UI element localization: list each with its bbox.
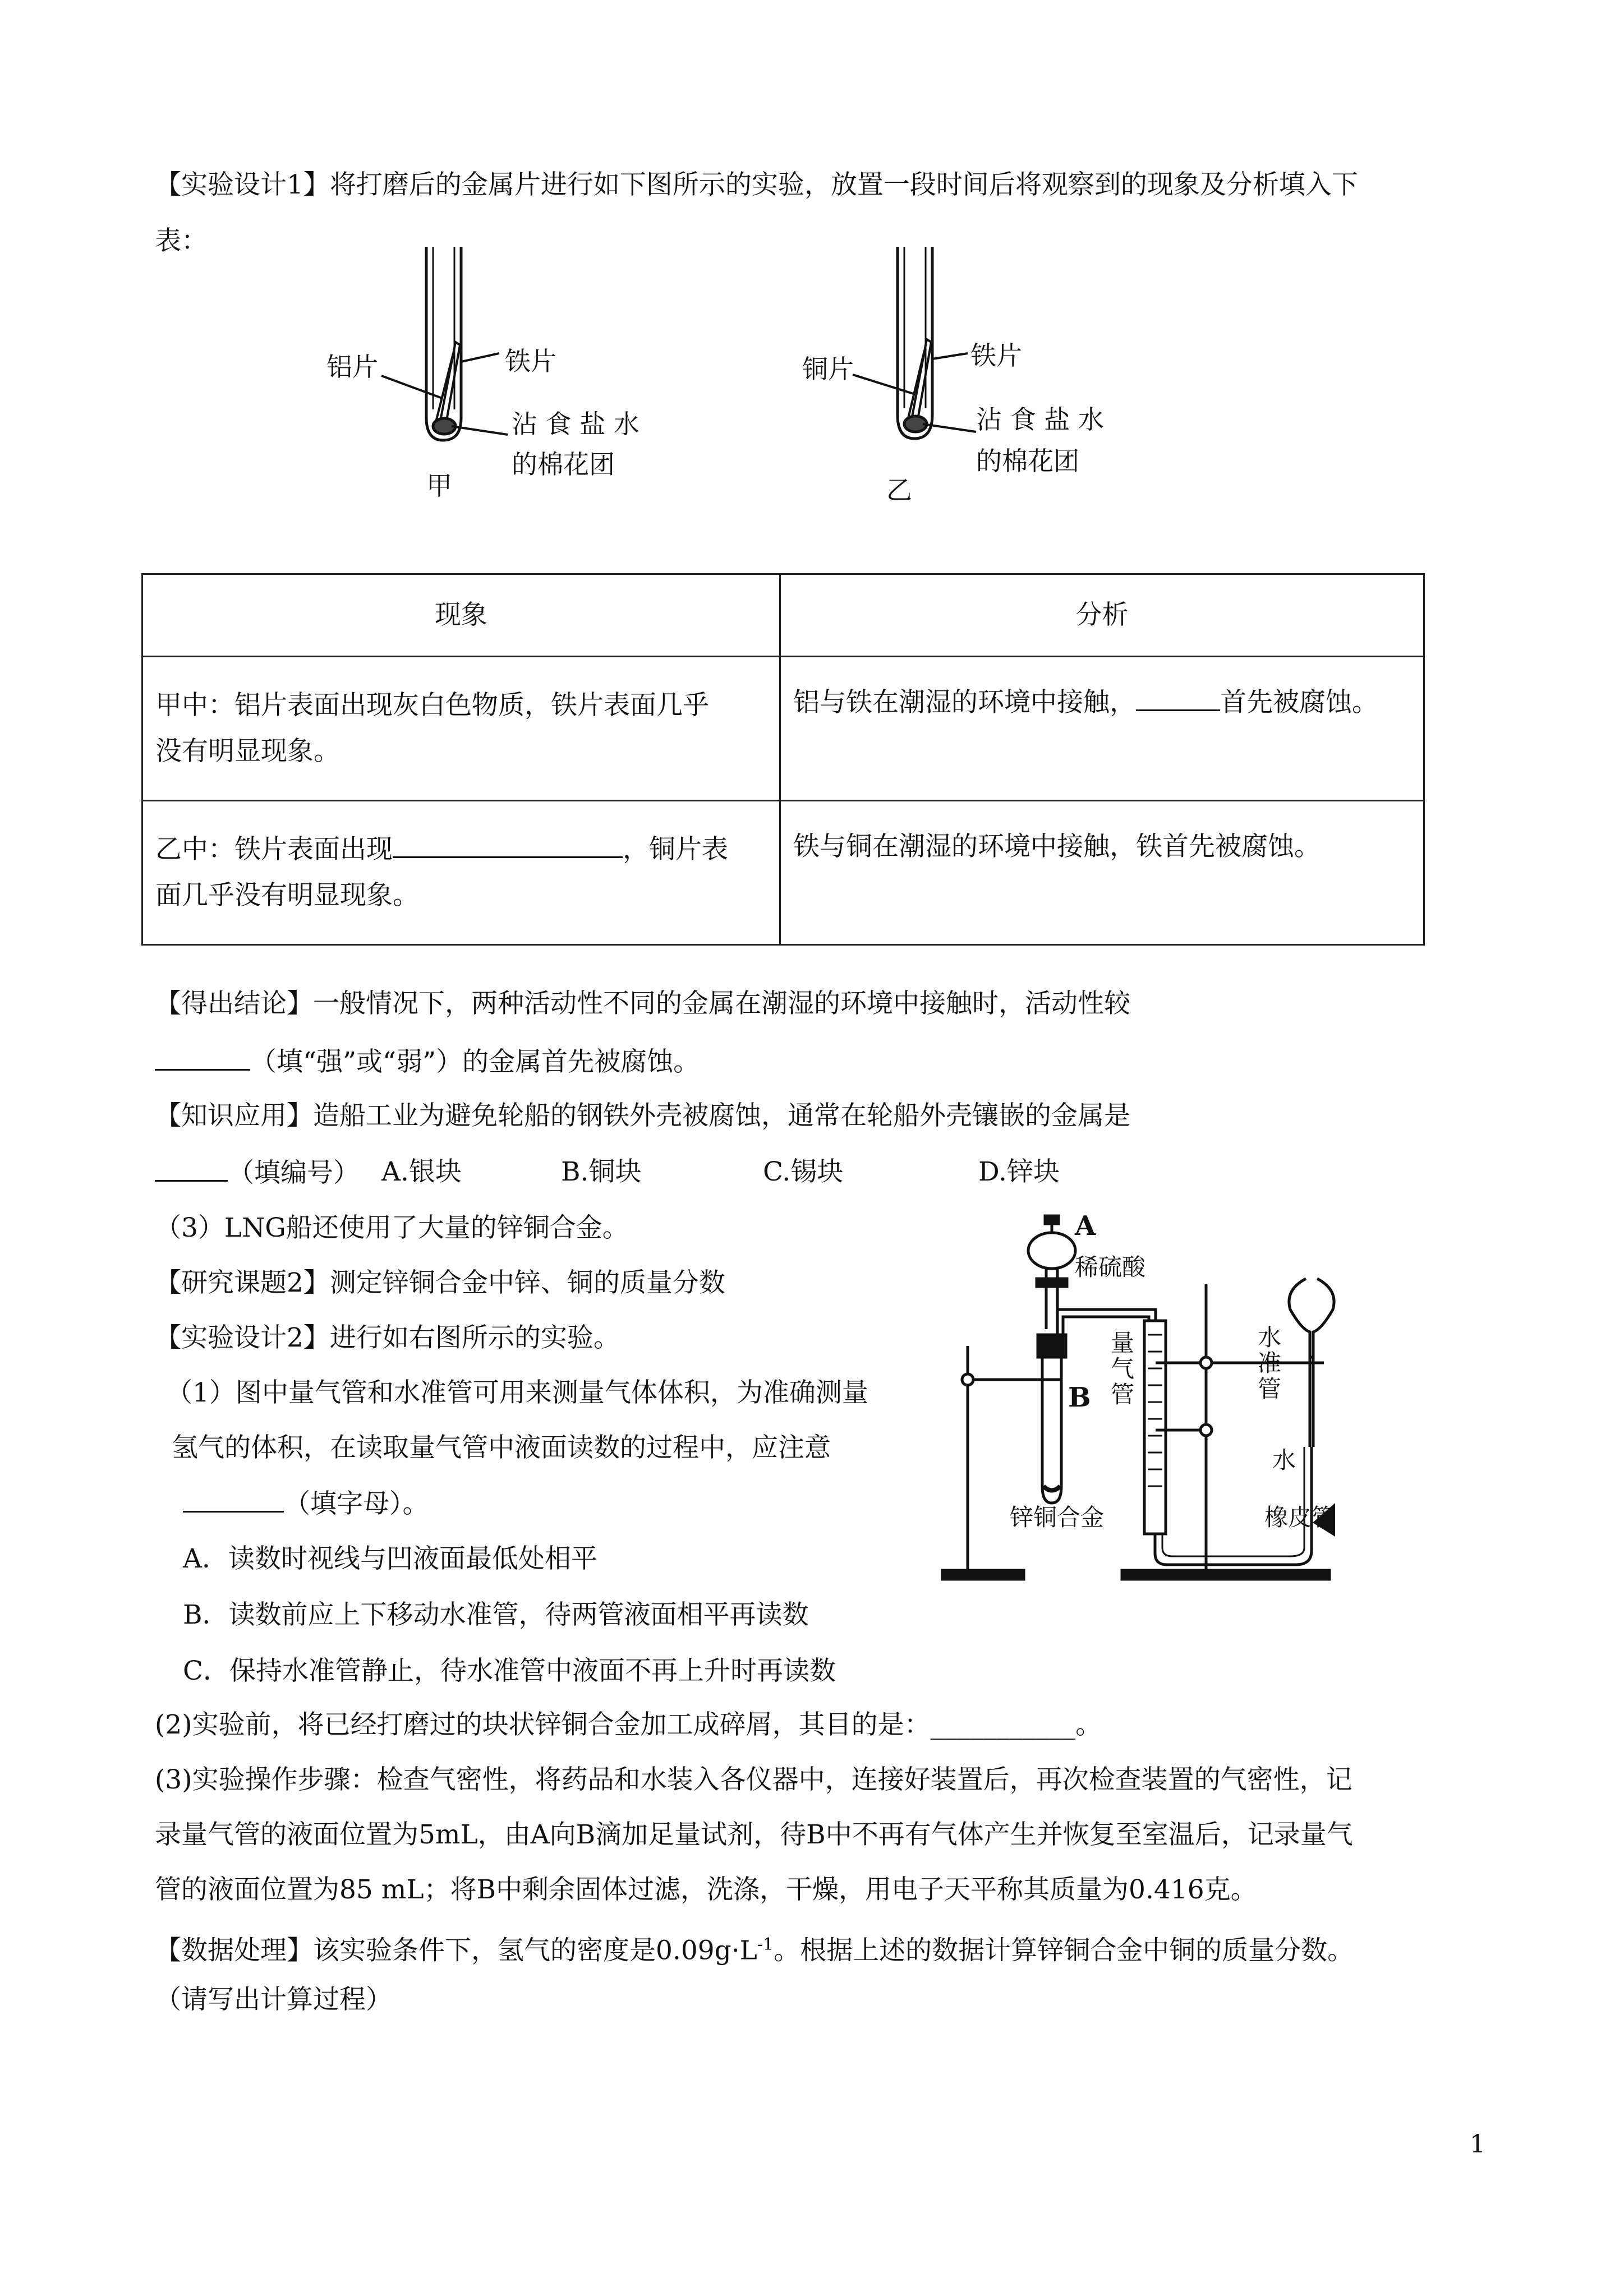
- jia-aluminum-label: 铝片: [326, 352, 378, 382]
- observation-table: [141, 573, 1425, 946]
- table-header-row: [142, 574, 1424, 657]
- row1-phenomenon: 甲中：铝片表面出现灰白色物质，铁片表面几乎 没有明显现象。: [142, 657, 780, 801]
- label-b: B: [1068, 1382, 1091, 1413]
- q1-option-c: C．保持水准管静止，待水准管中液面不再上升时再读数: [183, 1656, 836, 1686]
- jia-caption: 甲: [426, 471, 452, 501]
- header-phenomenon: 现象: [142, 574, 780, 657]
- q1-line3: （填字母）。: [183, 1486, 429, 1521]
- yi-iron-label: 铁片: [970, 340, 1022, 371]
- row2-phenomenon-blank[interactable]: [393, 832, 623, 858]
- iron-strip: [440, 342, 460, 421]
- label-gas-tube: 量 气 管: [1111, 1329, 1135, 1408]
- option-c-tin: C.锡块: [763, 1156, 844, 1187]
- conclusion-line1: 【得出结论】一般情况下，两种活动性不同的金属在潮湿的环境中接触时，活动性较: [155, 988, 1130, 1019]
- q1-blank[interactable]: [183, 1486, 284, 1513]
- q3-line3: 管的液面位置为85 mL；将B中剩余固体过滤，洗涤，干燥，用电子天平称其质量为0.416克。: [155, 1874, 1257, 1905]
- application-line1: 【知识应用】造船工业为避免轮船的钢铁外壳被腐蚀，通常在轮船外壳镶嵌的金属是: [155, 1100, 1130, 1131]
- jia-cotton-label-1: 沾 食 盐 水: [512, 409, 640, 439]
- jia-iron-label: 铁片: [505, 346, 556, 376]
- conclusion-blank[interactable]: [155, 1044, 250, 1071]
- row2-phenomenon: 乙中：铁片表面出现 ，铜片表 面几乎没有明显现象。: [142, 801, 780, 945]
- label-leveling-tube: 水 准 管: [1258, 1324, 1282, 1403]
- q2-line: (2)实验前，将已经打磨过的块状锌铜合金加工成碎屑，其目的是：___________。: [155, 1709, 1102, 1740]
- row1-analysis: 铝与铁在潮湿的环境中接触， 首先被腐蚀。: [780, 657, 1424, 801]
- label-a: A: [1075, 1210, 1096, 1242]
- header-analysis: 分析: [780, 574, 1424, 657]
- q1-option-a: A．读数时视线与凹液面最低处相平: [183, 1543, 597, 1574]
- application-line2: （填编号）: [155, 1155, 360, 1190]
- q3-line1: (3)实验操作步骤：检查气密性，将药品和水装入各仪器中，连接好装置后，再次检查装置的气密性，记: [155, 1764, 1352, 1795]
- data-processing-line1: 【数据处理】该实验条件下，氢气的密度是$0.09g\cdot L^{-1}$。根据上述的数据计算锌铜合金中铜的质量分数。: [155, 1935, 1354, 1966]
- design1-intro-line1: 【实验设计1】将打磨后的金属片进行如下图所示的实验，放置一段时间后将观察到的现象及分析填入下: [155, 169, 1358, 200]
- yi-cotton-label-2: 的棉花团: [976, 446, 1079, 476]
- label-rubber-hose: 橡皮管: [1264, 1504, 1336, 1531]
- option-d-zinc: D.锌块: [978, 1156, 1060, 1187]
- label-water: 水: [1272, 1446, 1296, 1474]
- aluminum-strip: [435, 353, 453, 426]
- label-dilute-sulfuric-acid: 稀硫酸: [1075, 1253, 1146, 1281]
- conclusion-line2: （填“强”或“弱”）的金属首先被腐蚀。: [155, 1044, 700, 1079]
- label-zinc-copper-alloy: 锌铜合金: [1010, 1504, 1105, 1531]
- jia-cotton-label-2: 的棉花团: [512, 449, 615, 480]
- design1-intro-line2: 表：: [155, 225, 208, 256]
- q1-line2: 氢气的体积，在读取量气管中液面读数的过程中，应注意: [172, 1432, 831, 1463]
- application-blank[interactable]: [155, 1155, 228, 1182]
- option-b-copper: B.铜块: [561, 1156, 642, 1187]
- design2-intro: 【实验设计2】进行如右图所示的实验。: [155, 1322, 620, 1353]
- q3-line2: 录量气管的液面位置为5mL，由A向B滴加足量试剂，待B中不再有气体产生并恢复至室温后，记录量气: [155, 1819, 1353, 1850]
- yi-cotton-label-1: 沾 食 盐 水: [976, 404, 1104, 435]
- table-row: [142, 801, 1424, 945]
- page-number: 1: [1470, 2130, 1485, 2159]
- topic2-title: 【研究课题2】测定锌铜合金中锌、铜的质量分数: [155, 1267, 725, 1298]
- lng-note: （3）LNG船还使用了大量的锌铜合金。: [155, 1212, 629, 1243]
- gas-burette: [1144, 1321, 1166, 1534]
- funnel-a: [1028, 1233, 1075, 1269]
- data-processing-line2: （请写出计算过程）: [155, 1984, 392, 2015]
- row2-analysis: 铁与铜在潮湿的环境中接触，铁首先被腐蚀。: [780, 801, 1424, 945]
- q1-option-b: B．读数前应上下移动水准管，待两管液面相平再读数: [183, 1599, 809, 1630]
- q2-blank[interactable]: ___________: [930, 1709, 1076, 1740]
- row1-analysis-blank[interactable]: [1136, 685, 1220, 711]
- option-a-silver: A.银块: [381, 1156, 462, 1187]
- q1-line1: （1）图中量气管和水准管可用来测量气体体积，为准确测量: [166, 1377, 868, 1408]
- yi-caption: 乙: [886, 475, 912, 505]
- table-row: [142, 657, 1424, 801]
- yi-copper-label: 铜片: [802, 354, 854, 384]
- gas-measurement-apparatus: [942, 1211, 1503, 1604]
